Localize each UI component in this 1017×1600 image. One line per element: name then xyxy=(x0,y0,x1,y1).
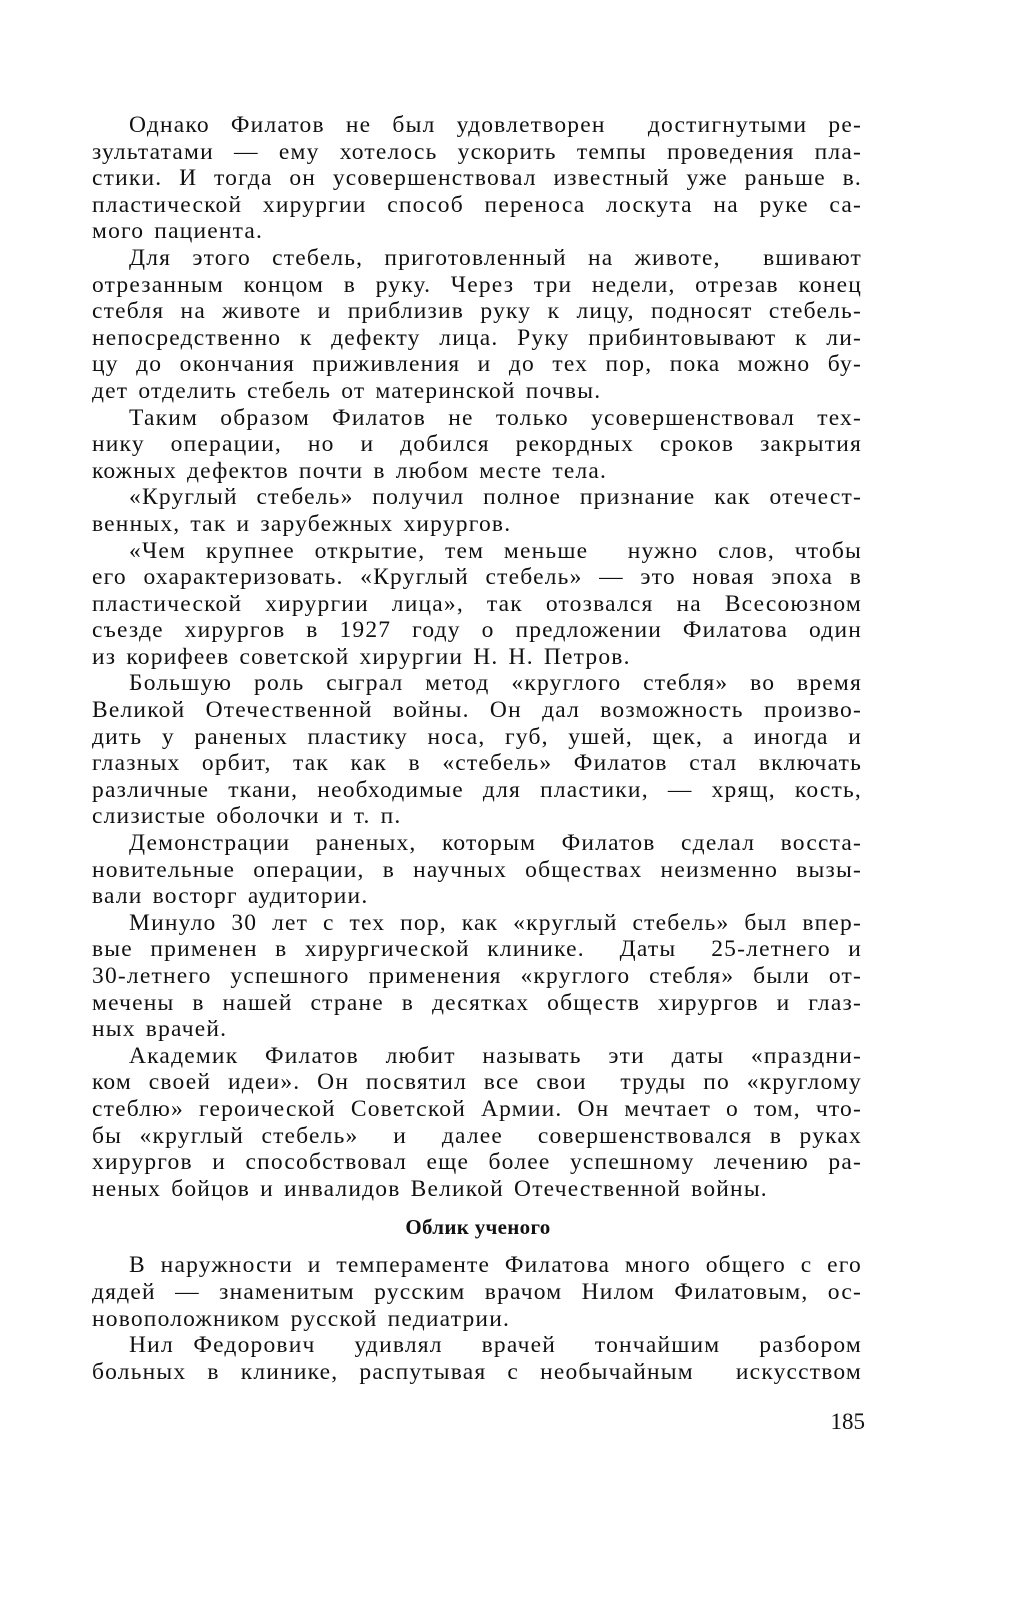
text-line: ком своей идеи». Он посвятил все свои труды по «круглому xyxy=(92,1069,862,1096)
text-line: новительные операции, в научных обществах неизменно вызы- xyxy=(92,856,862,883)
paragraphs-before-heading xyxy=(92,112,862,1202)
text-line: Академик Филатов любит называть эти даты «праздни- xyxy=(129,1042,862,1069)
text-line: Минуло 30 лет с тех пор, как «круглый стебель» был впер- xyxy=(129,909,862,936)
text-line: Великой Отечественной войны. Он дал возможность произво- xyxy=(92,697,862,724)
text-line: «Чем крупнее открытие, тем меньше нужно слов, чтобы xyxy=(129,537,862,564)
paragraphs-after-heading xyxy=(92,1252,862,1385)
text-line: его охарактеризовать. «Круглый стебель» — это новая эпоха в xyxy=(92,564,862,591)
text-line: ных врачей. xyxy=(92,1016,228,1043)
text-line: Для этого стебель, приготовленный на животе, вшивают xyxy=(129,244,862,271)
text-line: различные ткани, необходимые для пластики, — хрящ, кость, xyxy=(92,776,862,803)
text-line: вые применен в хирургической клинике. Даты 25-летнего и xyxy=(92,936,862,963)
text-line: стеблю» героической Советской Армии. Он мечтает о том, что- xyxy=(92,1095,862,1122)
text-line: новоположником русской педиатрии. xyxy=(92,1305,511,1332)
paragraph xyxy=(92,484,862,537)
text-line: Таким образом Филатов не только усовершенствовал тех- xyxy=(129,404,862,431)
text-line: «Круглый стебель» получил полное признание как отечест- xyxy=(129,484,862,511)
text-line: пластической хирургии способ переноса лоскута на руке са- xyxy=(92,191,862,218)
text-line: дет отделить стебель от материнской почвы. xyxy=(92,377,602,404)
paragraph xyxy=(92,538,862,671)
text-line: дить у раненых пластику носа, губ, ушей, щек, а иногда и xyxy=(92,723,862,750)
text-line: пластической хирургии лица», так отозвался на Всесоюзном xyxy=(92,590,862,617)
text-line: вали восторг аудитории. xyxy=(92,883,369,910)
text-line: венных, так и зарубежных хирургов. xyxy=(92,510,512,537)
text-line: мого пациента. xyxy=(92,218,264,245)
text-line: мечены в нашей стране в десятках обществ хирургов и глаз- xyxy=(92,989,862,1016)
text-line: цу до окончания приживления и до тех пор, пока можно бу- xyxy=(92,351,862,378)
text-line: хирургов и способствовал еще более успешному лечению ра- xyxy=(92,1149,862,1176)
text-line: непосредственно к дефекту лица. Руку прибинтовывают к ли- xyxy=(92,324,862,351)
paragraph xyxy=(92,830,862,910)
paragraph xyxy=(92,245,862,405)
paragraph xyxy=(92,1332,862,1385)
text-line: Демонстрации раненых, которым Филатов сделал восста- xyxy=(129,830,862,857)
page-number: 185 xyxy=(830,1409,865,1434)
text-line: нику операции, но и добился рекордных сроков закрытия xyxy=(92,431,862,458)
paragraph xyxy=(92,112,862,245)
section-heading: Облик ученого xyxy=(405,1215,551,1240)
text-line: из корифеев советской хирургии Н. Н. Петров. xyxy=(92,643,631,670)
text-line: слизистые оболочки и т. п. xyxy=(92,803,402,830)
paragraph xyxy=(92,1043,862,1203)
text-line: отрезанным концом в руку. Через три недели, отрезав конец xyxy=(92,271,862,298)
paragraph xyxy=(92,405,862,485)
paragraph xyxy=(92,670,862,830)
text-line: съезде хирургов в 1927 году о предложении Филатова один xyxy=(92,617,862,644)
text-line: зультатами — ему хотелось ускорить темпы проведения пла- xyxy=(92,138,862,165)
paragraph xyxy=(92,1252,862,1332)
text-line: неных бойцов и инвалидов Великой Отечественной войны. xyxy=(92,1175,768,1202)
text-line: кожных дефектов почти в любом месте тела. xyxy=(92,457,608,484)
text-line: больных в клинике, распутывая с необычайным искусством xyxy=(92,1358,862,1385)
text-line: 30-летнего успешного применения «круглого стебля» были от- xyxy=(92,963,862,989)
text-line: дядей — знаменитым русским врачом Нилом Филатовым, ос- xyxy=(92,1278,862,1305)
text-line: стебля на животе и приблизив руку к лицу, подносят стебель- xyxy=(92,298,862,325)
text-line: глазных орбит, так как в «стебель» Филатов стал включать xyxy=(92,750,862,777)
text-line: Нил Федорович удивлял врачей тончайшим разбором xyxy=(129,1332,862,1359)
text-line: Большую роль сыграл метод «круглого стебля» во время xyxy=(129,670,862,697)
paragraph xyxy=(92,910,862,1043)
text-line: стики. И тогда он усовершенствовал известный уже раньше в. xyxy=(92,165,862,192)
text-line: В наружности и темпераменте Филатова много общего с его xyxy=(129,1252,862,1279)
text-line: Однако Филатов не был удовлетворен достигнутыми ре- xyxy=(129,112,862,138)
text-block xyxy=(92,112,862,1385)
text-line: бы «круглый стебель» и далее совершенствовался в руках xyxy=(92,1122,862,1149)
